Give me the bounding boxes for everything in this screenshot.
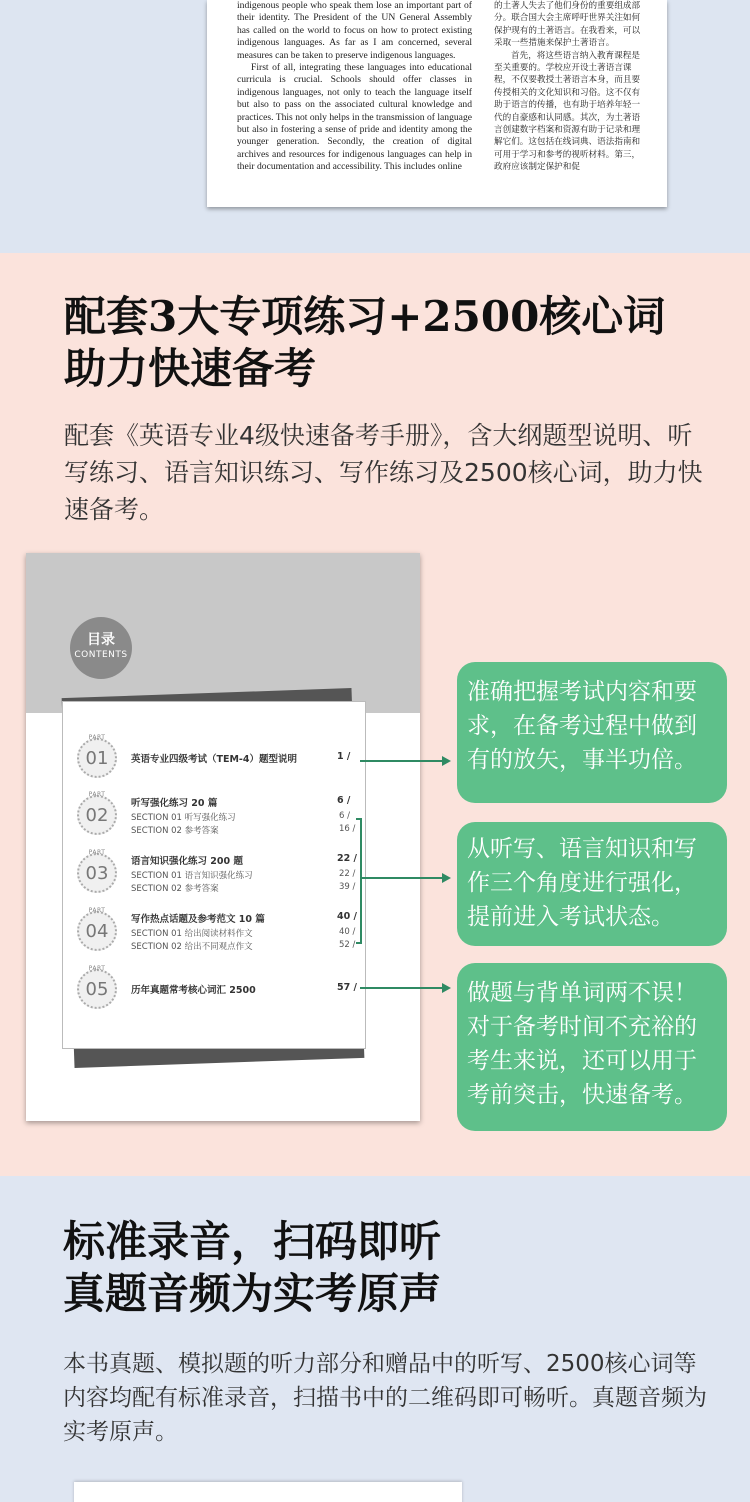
section-page: 16 / [339, 824, 356, 834]
part-label: PART [88, 791, 106, 798]
section-label: SECTION 01 听写强化练习 [131, 813, 236, 823]
part-label: PART [88, 849, 106, 856]
part-label: PART [88, 907, 106, 914]
section-page: 52 / [339, 940, 356, 950]
part-number-circle [77, 907, 117, 951]
practice-heading-line-2: 助力快速备考 [64, 344, 317, 393]
contents-badge-en: CONTENTS [74, 650, 128, 660]
audio-section [0, 1176, 750, 1502]
audio-heading-line-1: 标准录音，扫码即听 [63, 1217, 442, 1266]
part-number: 01 [85, 748, 109, 769]
book-sample-page [207, 0, 667, 207]
section-label: SECTION 02 参考答案 [131, 884, 219, 894]
section-page: 22 / [339, 869, 356, 879]
section-label: SECTION 01 语言知识强化练习 [131, 871, 253, 881]
part-number: 04 [85, 921, 109, 942]
callout-line: 求，在备考过程中做到 [467, 713, 697, 739]
section-label: SECTION 01 给出阅读材料作文 [131, 929, 253, 939]
part-number: 05 [85, 979, 109, 1000]
english-text-column [237, 0, 472, 207]
callout-line: 有的放矢，事半功倍。 [467, 747, 697, 773]
callout-vocabulary [457, 963, 727, 1131]
audio-heading [63, 1216, 441, 1320]
part-title: 语言知识强化练习 200 题 [131, 856, 243, 867]
part-number-circle [77, 791, 117, 835]
part-number: 03 [85, 863, 109, 884]
practice-heading [64, 291, 665, 395]
contents-badge-zh: 目录 [87, 632, 115, 648]
audio-heading-line-2: 真题音频为实考原声 [63, 1269, 442, 1318]
part-title: 历年真题常考核心词汇 2500 [131, 985, 256, 996]
arrow-head-icon [442, 983, 451, 993]
contents-badge [70, 617, 132, 679]
section-page: 40 / [339, 927, 356, 937]
practice-section [0, 253, 750, 1176]
callout-line: 做题与背单词两不误！ [467, 980, 697, 1006]
part-title: 写作热点话题及参考范文 10 篇 [131, 914, 265, 925]
part-number: 02 [85, 805, 109, 826]
practice-description: 配套《英语专业4级快速备考手册》，含大纲题型说明、听写练习、语言知识练习、写作练习及2500核心词，助力快速备考。 [64, 421, 703, 524]
part-page: 40 / [337, 911, 357, 922]
part-page: 1 / [337, 751, 351, 762]
section-label: SECTION 02 参考答案 [131, 826, 219, 836]
callout-line: 考前突击，快速备考。 [467, 1082, 697, 1108]
part-label: PART [88, 734, 106, 741]
part-number-circle [77, 965, 117, 1009]
part-title: 听写强化练习 20 篇 [131, 798, 218, 809]
callout-line: 提前进入考试状态。 [467, 904, 674, 930]
sample-page-section [0, 0, 750, 253]
section-page: 6 / [339, 811, 350, 821]
part-page: 22 / [337, 853, 357, 864]
callout-line: 作三个角度进行强化， [467, 870, 697, 896]
part-label: PART [88, 965, 106, 972]
english-paragraph-1: indigenous people who speak them lose an important part of their identity. The President of the UN General Assembly has called on the world to focus on how to protect existing indigenous languages. As far as I am concerned, several measures can be taken to preserve indigenous languages. [237, 0, 472, 61]
part-number-circle [77, 849, 117, 893]
callout-line: 从听写、语言知识和写 [467, 836, 697, 862]
connector-line [360, 760, 442, 762]
part-title: 英语专业四级考试（TEM-4）题型说明 [131, 754, 297, 765]
arrow-head-icon [442, 756, 451, 766]
section-page: 39 / [339, 882, 356, 892]
audio-description: 本书真题、模拟题的听力部分和赠品中的听写、2500核心词等内容均配有标准录音，扫描书中的二维码即可畅听。真题音频为实考原声。 [63, 1351, 707, 1445]
chinese-paragraph-2: 首先，将这些语言纳入教育课程是至关重要的。学校应开设土著语言课程，不仅要教授土著语言本身，而且要传授相关的文化知识和习俗。这不仅有助于语言的传播，也有助于培养年轻一代的自豪感和认同感。其次，为土著语言创建数字档案和资源有助于记录和理解它们。这包括在线词典、语法指南和可用于学习和参考的视听材料。第三，政府应该制定保护和促 [494, 50, 641, 173]
connector-line [362, 877, 442, 879]
callout-line: 准确把握考试内容和要 [467, 679, 697, 705]
next-image-edge [74, 1482, 462, 1502]
part-number-circle [77, 734, 117, 778]
bracket-line [356, 818, 362, 944]
english-paragraph-2: First of all, integrating these languages into educational curricula is crucial. Schools should offer classes in indigenous languages, not only to teach the language itself but also to pass on the associated cultural knowledge and practices. This not only helps in the transmission of language but also in fostering a sense of pride and identity among the younger generation. Secondly, the creation of digital archives and resources for indigenous languages can help in their documentation and accessibility. This includes online [237, 62, 472, 173]
callout-three-angles [457, 822, 727, 946]
connector-line [360, 987, 442, 989]
arrow-head-icon [442, 873, 451, 883]
chinese-text-column [494, 0, 644, 207]
chinese-paragraph-1: 的土著人失去了他们身份的重要组成部分。联合国大会主席呼吁世界关注如何保护现有的土著语言。在我看来，可以采取一些措施来保护土著语言。 [494, 1, 641, 49]
toc-sheet [62, 701, 366, 1049]
practice-heading-line-1: 配套3大专项练习+2500核心词 [64, 292, 666, 341]
callout-line: 对于备考时间不充裕的 [467, 1014, 697, 1040]
callout-line: 考生来说，还可以用于 [467, 1048, 697, 1074]
part-page: 57 / [337, 982, 357, 993]
part-page: 6 / [337, 795, 351, 806]
callout-exam-content [457, 662, 727, 803]
section-label: SECTION 02 给出不同观点作文 [131, 942, 253, 952]
